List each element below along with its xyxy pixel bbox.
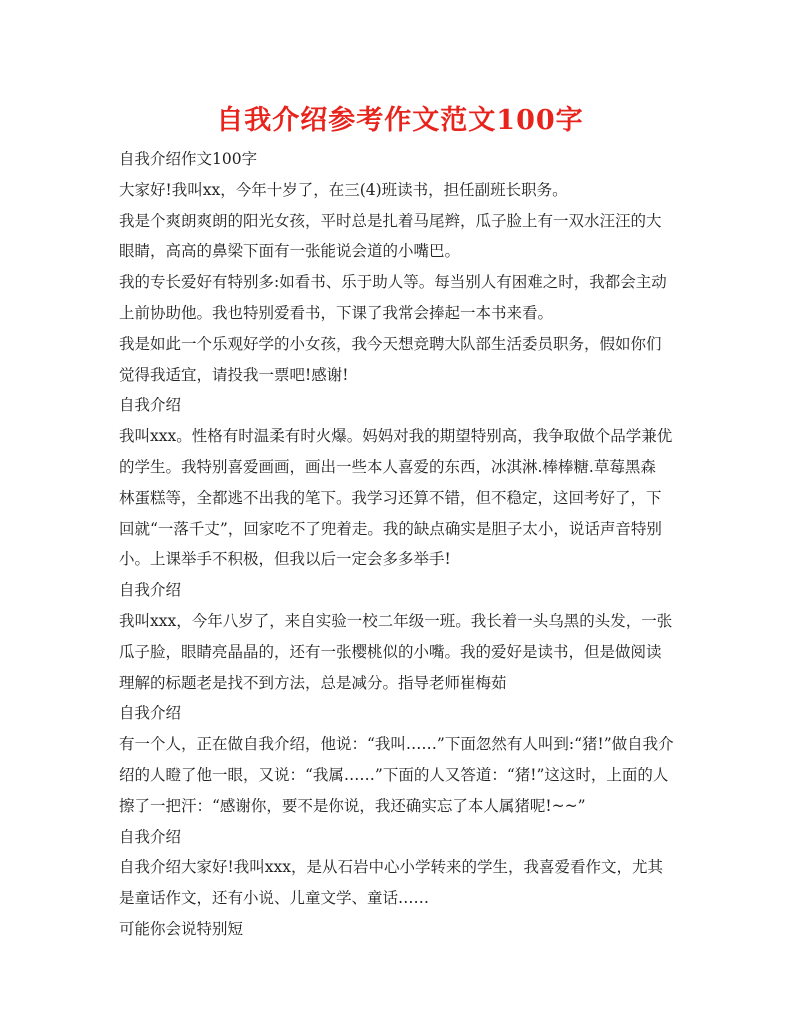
text-line: 的学生。我特别喜爱画画，画出一些本人喜爱的东西，冰淇淋.棒棒糖.草莓黑森 bbox=[119, 457, 656, 476]
text-line: 自我介绍大家好!我叫xxx，是从石岩中心小学转来的学生，我喜爱看作文，尤其 bbox=[119, 858, 663, 877]
text-line: 眼睛，高高的鼻梁下面有一张能说会道的小嘴巴。 bbox=[119, 242, 461, 261]
text-line: 我叫xxx。性格有时温柔有时火爆。妈妈对我的期望特别高，我争取做个品学兼优 bbox=[119, 427, 673, 446]
text-line: 是童话作文，还有小说、儿童文学、童话…… bbox=[119, 889, 430, 908]
text-line: 回就“一落千丈”，回家吃不了兜着走。我的缺点确实是胆子太小，说话声音特别 bbox=[119, 519, 662, 538]
text-line: 瓜子脸，眼睛亮晶晶的，还有一张樱桃似的小嘴。我的爱好是读书，但是做阅读 bbox=[119, 642, 662, 661]
text-line: 自我介绍 bbox=[119, 827, 182, 846]
text-line: 我叫xxx，今年八岁了，来自实验一校二年级一班。我长着一头乌黑的头发，一张 bbox=[119, 611, 673, 630]
text-line: 大家好!我叫xx，今年十岁了，在三(4)班读书，担任副班长职务。 bbox=[119, 180, 568, 199]
text-line: 上前协助他。我也特别爱看书，下课了我常会捧起一本书来看。 bbox=[119, 303, 554, 322]
text-line: 自我介绍作文100字 bbox=[119, 150, 258, 168]
text-line: 我是个爽朗爽朗的阳光女孩，平时总是扎着马尾辫，瓜子脸上有一双水汪汪的大 bbox=[119, 211, 662, 230]
text-line: 我的专长爱好有特别多:如看书、乐于助人等。每当别人有困难之时，我都会主动 bbox=[119, 273, 667, 292]
text-line: 觉得我适宜，请投我一票吧!感谢! bbox=[119, 365, 349, 384]
document-body bbox=[119, 144, 684, 945]
text-line: 林蛋糕等，全都逃不出我的笔下。我学习还算不错，但不稳定，这回考好了，下 bbox=[119, 488, 662, 507]
document-title: 自我介绍参考作文范文100字 bbox=[216, 105, 584, 136]
text-line: 自我介绍 bbox=[119, 396, 182, 415]
text-line: 我是如此一个乐观好学的小女孩，我今天想竞聘大队部生活委员职务，假如你们 bbox=[119, 334, 662, 353]
text-line: 可能你会说特别短 bbox=[119, 919, 244, 938]
text-line: 自我介绍 bbox=[119, 704, 182, 723]
text-line: 擦了一把汗：“感谢你，要不是你说，我还确实忘了本人属猪呢!~~” bbox=[119, 796, 586, 815]
text-line: 理解的标题老是找不到方法，总是减分。指导老师崔梅茹 bbox=[119, 673, 507, 692]
text-line: 自我介绍 bbox=[119, 581, 182, 600]
text-line: 绍的人瞪了他一眼，又说：“我属……”下面的人又答道：“猪!”这这时，上面的人 bbox=[119, 765, 669, 784]
text-line: 小。上课举手不积极，但我以后一定会多多举手! bbox=[119, 550, 451, 569]
text-line: 有一个人，正在做自我介绍，他说：“我叫……”下面忽然有人叫到:“猪!”做自我介 bbox=[119, 735, 674, 754]
